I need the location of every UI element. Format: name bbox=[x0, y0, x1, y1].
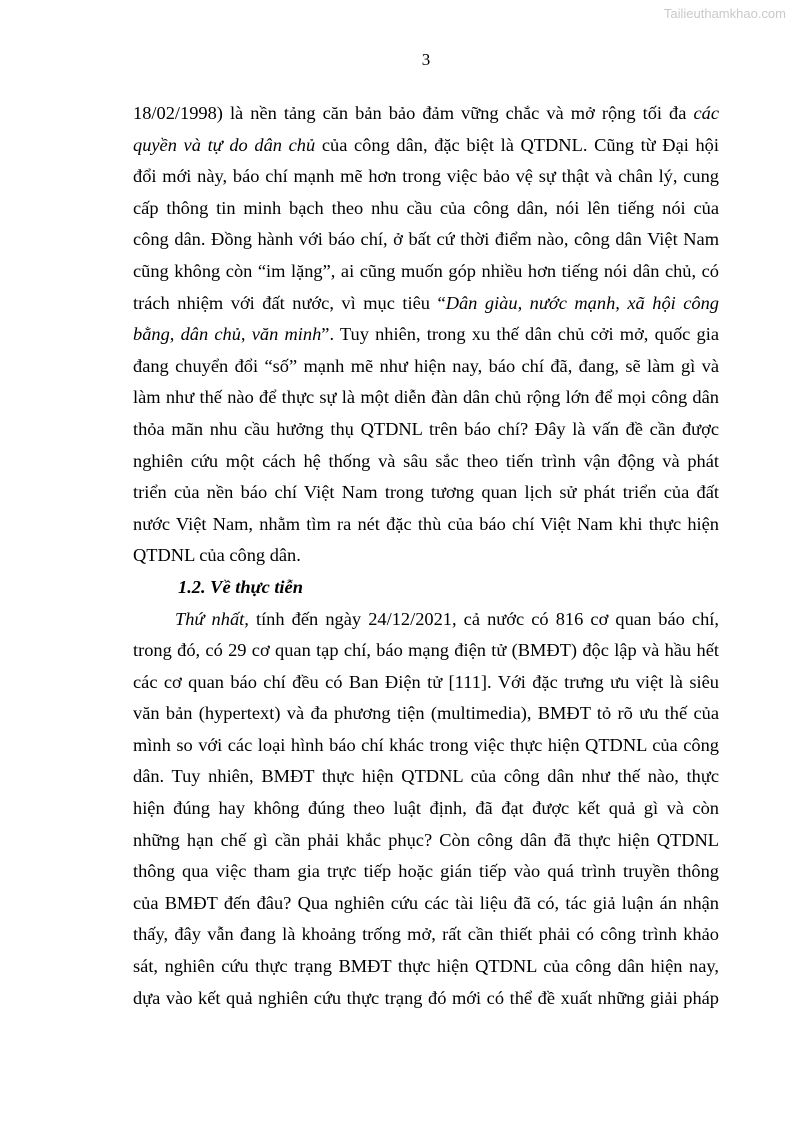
paragraph-2-line: Thứ nhất, tính đến ngày 24/12/2021, cả nước có 816 cơ quan báo chí, bbox=[175, 608, 719, 629]
paragraph-1-line: triển của nền báo chí Việt Nam trong tương quan lịch sử phát triển của đất bbox=[133, 482, 719, 503]
paragraph-1-line: QTDNL của công dân. bbox=[133, 545, 301, 566]
section-heading: 1.2. Về thực tiễn bbox=[178, 576, 303, 597]
paragraph-1-line: bằng, dân chủ, văn minh”. Tuy nhiên, trong xu thế dân chủ cởi mở, quốc gia bbox=[133, 324, 720, 345]
paragraph-1-line: 18/02/1998) là nền tảng căn bản bảo đảm vững chắc và mở rộng tối đa các bbox=[133, 103, 719, 123]
paragraph-2-line: dân. Tuy nhiên, BMĐT thực hiện QTDNL của công dân như thế nào, thực bbox=[133, 766, 719, 787]
paragraph-1-line: trách nhiệm với đất nước, vì mục tiêu “Dân giàu, nước mạnh, xã hội công bbox=[133, 292, 720, 313]
paragraph-1-line: công dân. Đồng hành với báo chí, ở bất cứ thời điểm nào, công dân Việt Nam bbox=[133, 229, 719, 250]
paragraph-2-line: mình so với các loại hình báo chí khác trong việc thực hiện QTDNL của công bbox=[133, 734, 719, 755]
document-body bbox=[133, 98, 719, 1014]
page-number: 3 bbox=[421, 50, 431, 69]
paragraph-2-line: hiện đúng hay không đúng theo luật định, đã đạt được kết quả gì và còn bbox=[133, 798, 719, 819]
paragraph-2-line: dựa vào kết quả nghiên cứu thực trạng đó mới có thể đề xuất những giải pháp bbox=[133, 987, 719, 1008]
paragraph-1-line: đang chuyển đổi “số” mạnh mẽ như hiện nay, báo chí đã, đang, sẽ làm gì và bbox=[133, 355, 719, 376]
paragraph-2-line: sát, nghiên cứu thực trạng BMĐT thực hiện QTDNL của công dân hiện nay, bbox=[133, 956, 719, 977]
paragraph-2-line: thấy, đây vẫn đang là khoảng trống mở, rất cần thiết phải có công trình khảo bbox=[133, 924, 719, 945]
paragraph-2-line: các cơ quan báo chí đều có Ban Điện tử [111]. Với đặc trưng ưu việt là siêu bbox=[133, 671, 719, 692]
paragraph-1-line: nước Việt Nam, nhằm tìm ra nét đặc thù của báo chí Việt Nam khi thực hiện bbox=[133, 513, 719, 534]
paragraph-1-line: cấp thông tin minh bạch theo nhu cầu của công dân, nói lên tiếng nói của bbox=[133, 197, 719, 218]
paragraph-1-line: thỏa mãn nhu cầu hưởng thụ QTDNL trên báo chí? Đây là vấn đề cần được bbox=[133, 418, 719, 439]
paragraph-1-line: làm như thế nào để thực sự là một diễn đàn dân chủ rộng lớn để mọi công dân bbox=[133, 387, 719, 408]
paragraph-1-line: nghiên cứu một cách hệ thống và sâu sắc theo tiến trình vận động và phát bbox=[133, 450, 719, 471]
paragraph-2-line: trong đó, có 29 cơ quan tạp chí, báo mạng điện tử (BMĐT) độc lập và hầu hết bbox=[133, 640, 719, 661]
paragraph-2-line: của BMĐT đến đâu? Qua nghiên cứu các tài liệu đã có, tác giả luận án nhận bbox=[133, 892, 719, 913]
paragraph-1-line: quyền và tự do dân chủ của công dân, đặc biệt là QTDNL. Cũng từ Đại hội bbox=[133, 134, 719, 155]
paragraph-1-line: cũng không còn “im lặng”, ai cũng muốn góp nhiều hơn tiếng nói dân chủ, có bbox=[133, 260, 719, 281]
paragraph-2-line: văn bản (hypertext) và đa phương tiện (multimedia), BMĐT tỏ rõ ưu thế của bbox=[133, 703, 719, 724]
paragraph-2-line: thông qua việc tham gia trực tiếp hoặc gián tiếp vào quá trình truyền thông bbox=[133, 861, 719, 882]
watermark: Tailieuthamkhao.com bbox=[663, 6, 786, 21]
paragraph-1-line: đổi mới này, báo chí mạnh mẽ hơn trong việc bảo vệ sự thật và chân lý, cung bbox=[133, 166, 719, 187]
paragraph-2-line: những hạn chế gì cần phải khắc phục? Còn công dân đã thực hiện QTDNL bbox=[133, 829, 719, 850]
